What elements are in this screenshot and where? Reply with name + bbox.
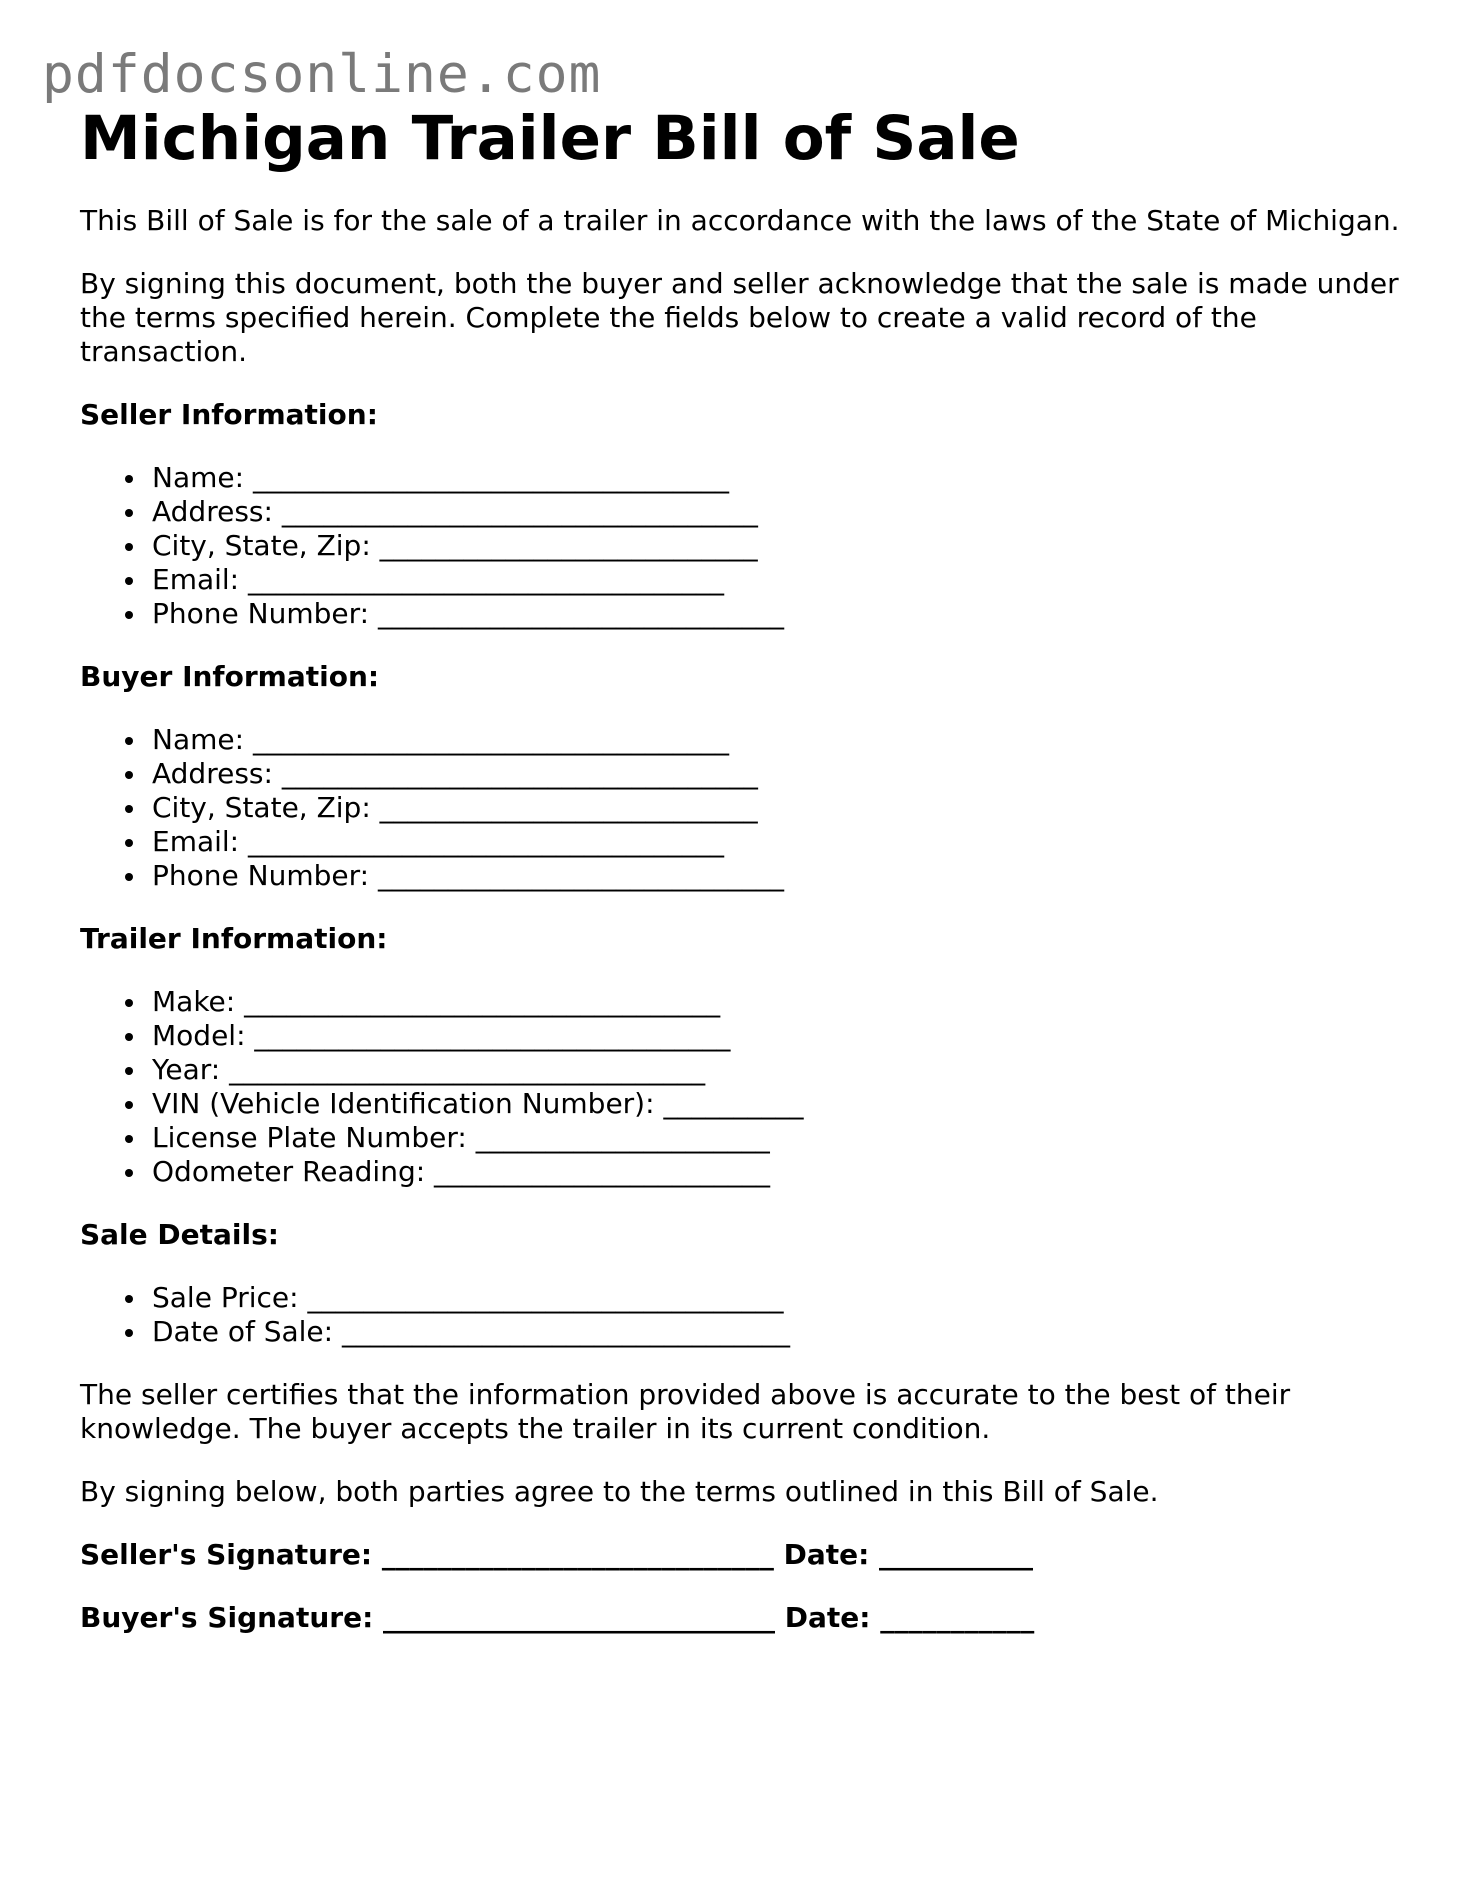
- buyer-name-field: Name: __________________________________: [152, 723, 1400, 757]
- buyer-signature-line: Buyer's Signature: ____________________________ Date: ___________: [80, 1601, 1035, 1634]
- buyer-phone-field: Phone Number: _____________________________: [152, 859, 1400, 893]
- seller-signature-line: Seller's Signature: ____________________________ Date: ___________: [80, 1538, 1034, 1571]
- certification-paragraph: The seller certifies that the information provided above is accurate to the best of their knowledge. The buyer accepts the trailer in its current condition.: [80, 1378, 1291, 1445]
- watermark: pdfdocsonline.com: [42, 44, 602, 105]
- seller-section-heading: Seller Information:: [80, 398, 378, 431]
- seller-email-field: Email: __________________________________: [152, 563, 1400, 597]
- trailer-field-list: [80, 985, 1400, 1189]
- buyer-email-field: Email: __________________________________: [152, 825, 1400, 859]
- trailer-license-plate-field: License Plate Number: _____________________: [152, 1121, 1400, 1155]
- seller-city-state-zip-field: City, State, Zip: ___________________________: [152, 529, 1400, 563]
- intro-paragraph: This Bill of Sale is for the sale of a trailer in accordance with the laws of the State of Michigan.: [80, 204, 1400, 237]
- intro-paragraph: By signing this document, both the buyer and seller acknowledge that the sale is made under the terms specified herein. Complete the fields below to create a valid record of the transaction.: [80, 267, 1399, 368]
- seller-name-field: Name: __________________________________: [152, 461, 1400, 495]
- buyer-section-heading: Buyer Information:: [80, 660, 380, 693]
- seller-phone-field: Phone Number: _____________________________: [152, 597, 1400, 631]
- sale-date-field: Date of Sale: ________________________________: [152, 1315, 1400, 1349]
- trailer-odometer-field: Odometer Reading: ________________________: [152, 1155, 1400, 1189]
- trailer-model-field: Model: __________________________________: [152, 1019, 1400, 1053]
- trailer-year-field: Year: __________________________________: [152, 1053, 1400, 1087]
- agreement-paragraph: By signing below, both parties agree to the terms outlined in this Bill of Sale.: [80, 1475, 1159, 1508]
- buyer-field-list: [80, 723, 1400, 893]
- trailer-vin-field: VIN (Vehicle Identification Number): __________: [152, 1087, 1400, 1121]
- page-title: Michigan Trailer Bill of Sale: [80, 103, 1020, 174]
- sale-price-field: Sale Price: __________________________________: [152, 1281, 1400, 1315]
- buyer-city-state-zip-field: City, State, Zip: ___________________________: [152, 791, 1400, 825]
- buyer-address-field: Address: __________________________________: [152, 757, 1400, 791]
- sale-section-heading: Sale Details:: [80, 1218, 279, 1251]
- trailer-section-heading: Trailer Information:: [80, 922, 388, 955]
- document-content: [80, 96, 1400, 1635]
- trailer-make-field: Make: __________________________________: [152, 985, 1400, 1019]
- seller-field-list: [80, 461, 1400, 631]
- sale-field-list: [80, 1281, 1400, 1349]
- seller-address-field: Address: __________________________________: [152, 495, 1400, 529]
